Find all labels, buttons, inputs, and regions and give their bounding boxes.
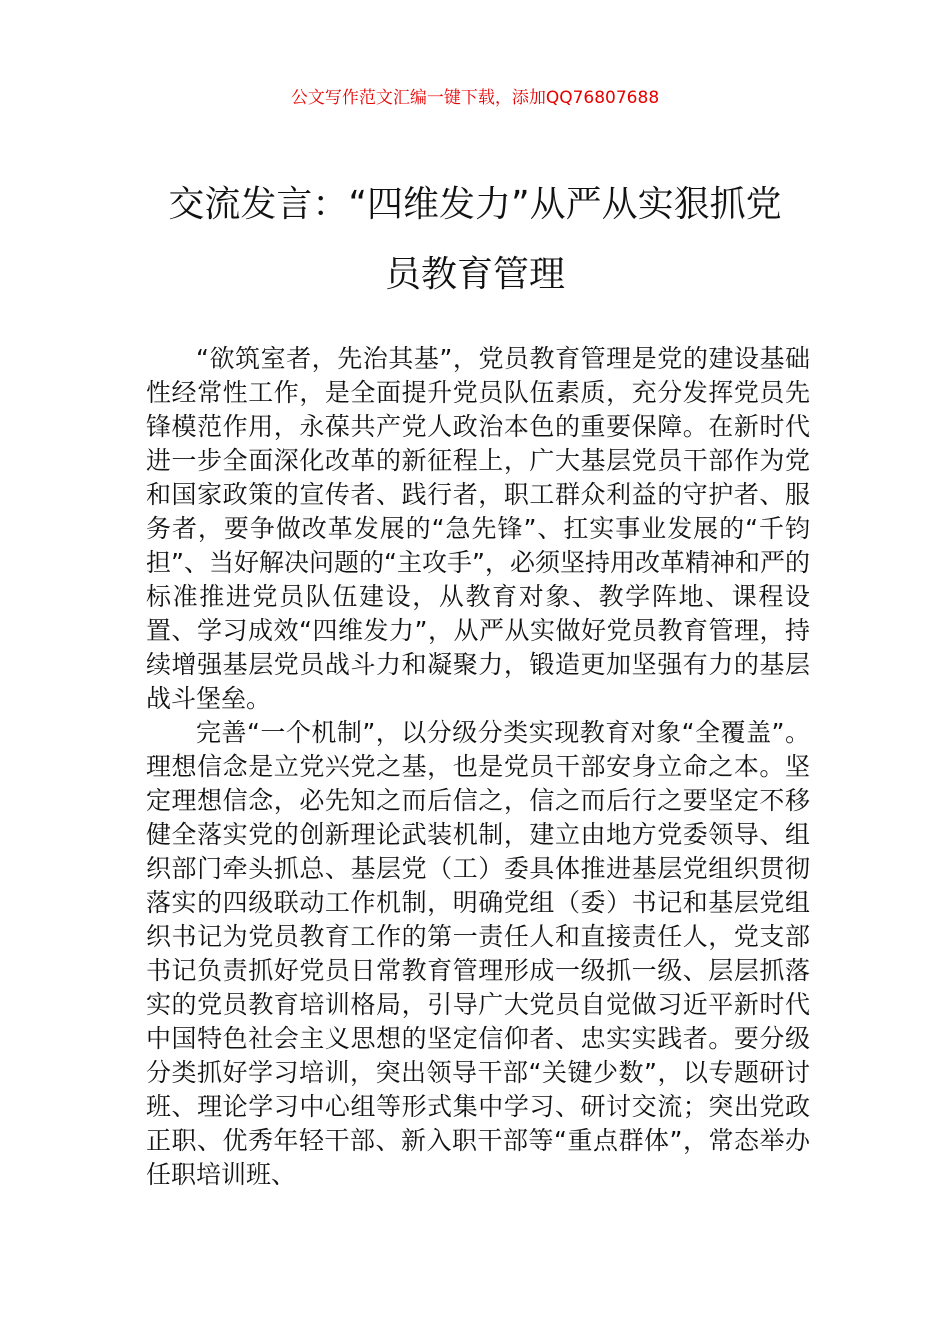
document-title bbox=[140, 170, 810, 310]
paragraph: “欲筑室者，先治其基”，党员教育管理是党的建设基础性经常性工作，是全面提升党员队伍素质，充分发挥党员先锋模范作用，永葆共产党人政治本色的重要保障。在新时代进一步全面深化改革的新征程上，广大基层党员干部作为党和国家政策的宣传者、践行者，职工群众利益的守护者、服务者，要争做改革发展的“急先锋”、扛实事业发展的“千钧担”、当好解决问题的“主攻手”，必须坚持用改革精神和严的标准推进党员队伍建设，从教育对象、教学阵地、课程设置、学习成效“四维发力”，从严从实做好党员教育管理，持续增强基层党员战斗力和凝聚力，锻造更加坚强有力的基层战斗堡垒。 bbox=[146, 344, 810, 713]
title-line-1: 交流发言：“四维发力”从严从实狠抓党 bbox=[168, 184, 782, 225]
paragraph: 完善“一个机制”，以分级分类实现教育对象“全覆盖”。理想信念是立党兴党之基，也是党员干部安身立命之本。坚定理想信念，必先知之而后信之，信之而后行之要坚定不移健全落实党的创新理论武装机制，建立由地方党委领导、组织部门牵头抓总、基层党（工）委具体推进基层党组织贯彻落实的四级联动工作机制，明确党组（委）书记和基层党组织书记为党员教育工作的第一责任人和直接责任人，党支部书记负责抓好党员日常教育管理形成一级抓一级、层层抓落实的党员教育培训格局，引导广大党员自觉做习近平新时代中国特色社会主义思想的坚定信仰者、忠实实践者。要分级分类抓好学习培训，突出领导干部“关键少数”，以专题研讨班、理论学习中心组等形式集中学习、研讨交流；突出党政正职、优秀年轻干部、新入职干部等“重点群体”，常态举办任职培训班、 bbox=[146, 718, 810, 1189]
title-line-2: 员教育管理 bbox=[384, 254, 565, 295]
document-body bbox=[146, 342, 810, 1192]
download-banner: 公文写作范文汇编一键下载，添加QQ76807688 bbox=[290, 88, 660, 108]
